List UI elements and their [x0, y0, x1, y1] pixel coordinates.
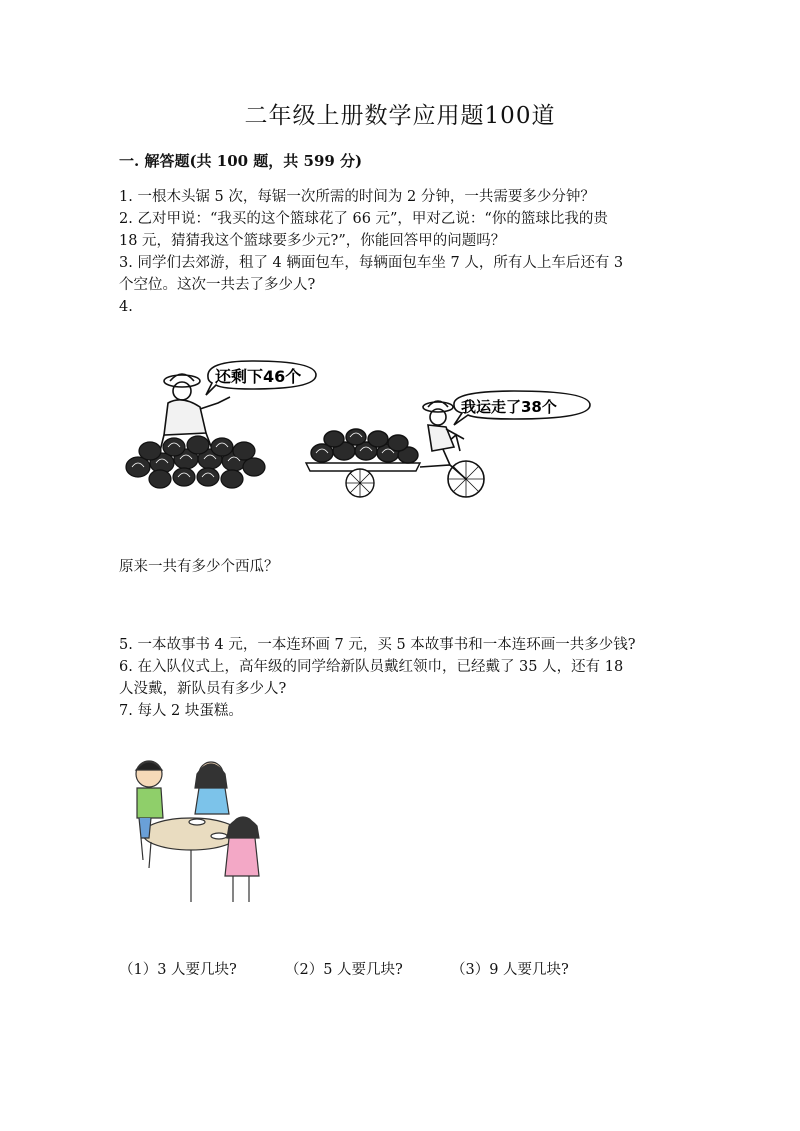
watermelon-pile-left	[126, 436, 265, 488]
question-7: 7. 每人 2 块蛋糕。	[119, 703, 243, 719]
speech-bubble-left	[206, 361, 316, 395]
section-heading: 一. 解答题(共 100 题，共 599 分)	[119, 152, 363, 170]
bubble-left-text: 还剩下46个	[215, 367, 302, 386]
sub-question-2: （2）5 人要几块?	[285, 962, 403, 978]
sub-question-3: （3）9 人要几块?	[451, 962, 569, 978]
question-2-line-2: 18 元，猜猜我这个篮球要多少元?”，你能回答甲的问题吗？	[119, 233, 506, 249]
question-4-text: 原来一共有多少个西瓜？	[119, 559, 279, 575]
question-3-line-2: 个空位。这次一共去了多少人?	[119, 277, 316, 293]
girl-figure-middle	[195, 762, 229, 814]
bubble-right-text: 我运走了38个	[461, 398, 557, 416]
plate	[211, 833, 227, 839]
speech-bubble-right	[454, 391, 590, 425]
question-2-line-1: 2. 乙对甲说：“我买的这个篮球花了 66 元”，甲对乙说：“你的篮球比我的贵	[119, 211, 608, 227]
question-4-number: 4.	[119, 299, 133, 315]
table-legs	[149, 842, 233, 902]
question-6-line-1: 6. 在入队仪式上，高年级的同学给新队员戴红领巾，已经戴了 35 人，还有 18	[119, 659, 624, 675]
plate	[189, 819, 205, 825]
girl-figure-right	[225, 817, 259, 902]
question-6-line-2: 人没戴，新队员有多少人?	[119, 681, 287, 697]
children-table-illustration	[125, 752, 280, 912]
question-5: 5. 一本故事书 4 元，一本连环画 7 元，买 5 本故事书和一本连环画一共多少钱?	[119, 637, 636, 653]
sub-question-1: （1）3 人要几块?	[119, 962, 237, 978]
watermelon-cart	[306, 429, 420, 497]
question-3-line-1: 3. 同学们去郊游，租了 4 辆面包车，每辆面包车坐 7 人，所有人上车后还有 3	[119, 255, 624, 271]
page-title: 二年级上册数学应用题100道	[244, 103, 556, 129]
watermelon-illustration	[120, 355, 620, 515]
question-1: 1. 一根木头锯 5 次，每锯一次所需的时间为 2 分钟，一共需要多少分钟？	[119, 189, 595, 205]
